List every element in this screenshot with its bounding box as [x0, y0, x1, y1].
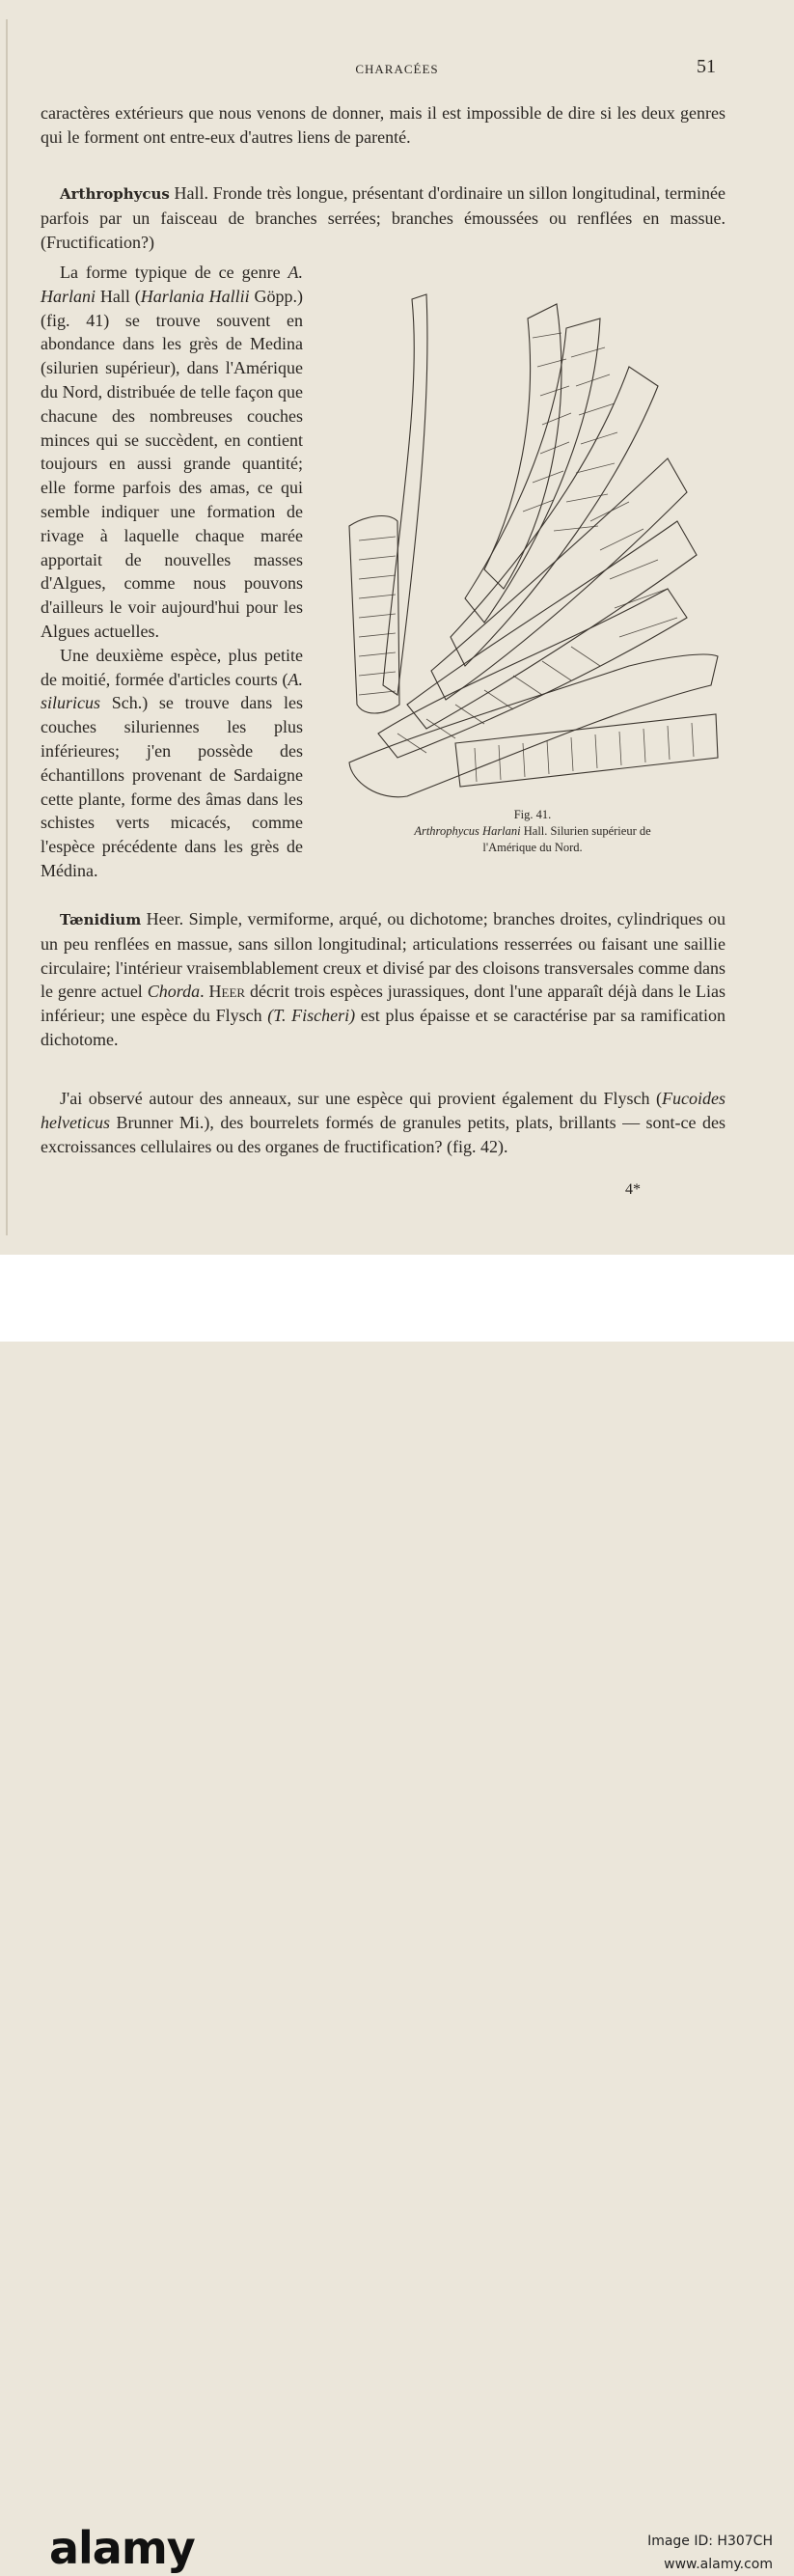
- caption-species: Arthrophycus Harlani: [414, 824, 521, 838]
- branch-lower: [349, 654, 718, 797]
- species-name: (T. Fischeri): [267, 1006, 356, 1026]
- genus-name: Tænidium: [60, 911, 142, 928]
- fossil-illustration: [340, 280, 726, 811]
- species-name: A. Harlani: [41, 263, 303, 306]
- paragraph-arthrophycus: [41, 181, 726, 254]
- text-run: est plus épaisse et se caractérise par sa ramification dichotome.: [41, 1006, 726, 1049]
- alamy-logo: alamy: [49, 2522, 195, 2574]
- caption-line-1: [340, 823, 726, 840]
- text-run: Une deuxième espèce, plus petite de moitié, formée d'articles courts (: [41, 645, 303, 689]
- figure-label: Fig. 41.: [513, 808, 552, 821]
- paragraph-harlani: [41, 261, 303, 644]
- caption-line-2: l'Amérique du Nord.: [482, 841, 583, 854]
- paragraph-body: [41, 907, 726, 1052]
- paragraph-taenidium: [41, 907, 726, 1052]
- genus-name: Arthrophycus: [60, 185, 170, 203]
- caption-text: Hall. Silurien supérieur de: [520, 824, 651, 838]
- image-id: Image ID: H307CH: [647, 2534, 773, 2549]
- running-header: CHARACÉES: [355, 62, 439, 76]
- paragraph-body: [41, 1087, 726, 1158]
- paragraph-body: [41, 181, 726, 254]
- text-run: Heer. Simple, vermiforme, arqué, ou dichotome; branches droites, cylindriques ou un peu renflées en massue, sans sillon longitudinal; articulations resserrées ou faisant une saillie circulaire; l'intérieur vraisemblablement creux et divisé par des cloisons transversales comme dans le genre actuel: [41, 909, 726, 1002]
- text-run: Göpp.) (fig. 41) se trouve souvent en abondance dans les grès de Medina (silurien supérieur), dans l'Amérique du Nord, distribuée de telle façon que chacune des nombreuses couches minces qui se succèdent, en contient toujours en aussi grande quantité; elle forme parfois des amas, ce qui semble indiquer une formation de rivage à laquelle chaque marée apportait de nouvelles masses d'Algues, comme nous pouvons d'ailleurs le voir aujourd'hui pour les Algues actuelles.: [41, 286, 304, 641]
- synonym-name: Harlania Hallii: [140, 286, 250, 306]
- paragraph-continuation: [41, 101, 726, 150]
- paragraph-observation: [41, 1087, 726, 1158]
- figure-caption: [340, 807, 726, 856]
- stock-footer: [0, 1255, 794, 2574]
- species-name: A. siluricus: [41, 669, 303, 713]
- author-name: Heer: [208, 982, 246, 1002]
- text-run: .: [200, 982, 209, 1002]
- paragraph-text: Hall. Fronde très longue, présentant d'ordinaire un sillon longitudinal, terminée parfois par un faisceau de branches serrées; branches émoussées ou renflées en massue. (Fructification?): [41, 183, 726, 252]
- text-run: J'ai observé autour des anneaux, sur une espèce qui provient également du Flysch (: [60, 1089, 663, 1108]
- paragraph-text: caractères extérieurs que nous venons de donner, mais il est impossible de dire si les deux genres qui le forment ont entre-eux d'autres liens de parenté.: [41, 103, 726, 147]
- page-number: 51: [697, 56, 716, 77]
- left-column-text: [41, 261, 303, 883]
- text-run: Sch.) se trouve dans les couches siluriennes les plus inférieures; j'en possède des échantillons provenant de Sardaigne cette plante, forme des âmas dans les schistes verts micacés, comme l'espèce précédente dans les grès de Médina.: [41, 693, 303, 880]
- page-binding-edge: [6, 19, 8, 1235]
- text-run: Hall (: [96, 286, 141, 306]
- text-run: La forme typique de ce genre: [60, 263, 288, 282]
- book-page: [0, 0, 794, 1255]
- species-name: Fucoides helveticus: [41, 1089, 726, 1132]
- site-url: www.alamy.com: [664, 2557, 773, 2572]
- text-run: décrit trois espèces jurassiques, dont l'une apparaît déjà dans le Lias inférieur; une espèce du Flysch: [41, 982, 726, 1026]
- genus-chorda: Chorda: [147, 982, 201, 1002]
- text-run: Brunner Mi.), des bourrelets formés de granules petits, plats, brillants — sont-ce des excroissances cellulaires ou des organes de fructification? (fig. 42).: [41, 1112, 726, 1156]
- image-meta: [647, 2530, 773, 2576]
- paragraph-siluricus: [41, 644, 303, 883]
- signature-mark: 4*: [625, 1181, 641, 1198]
